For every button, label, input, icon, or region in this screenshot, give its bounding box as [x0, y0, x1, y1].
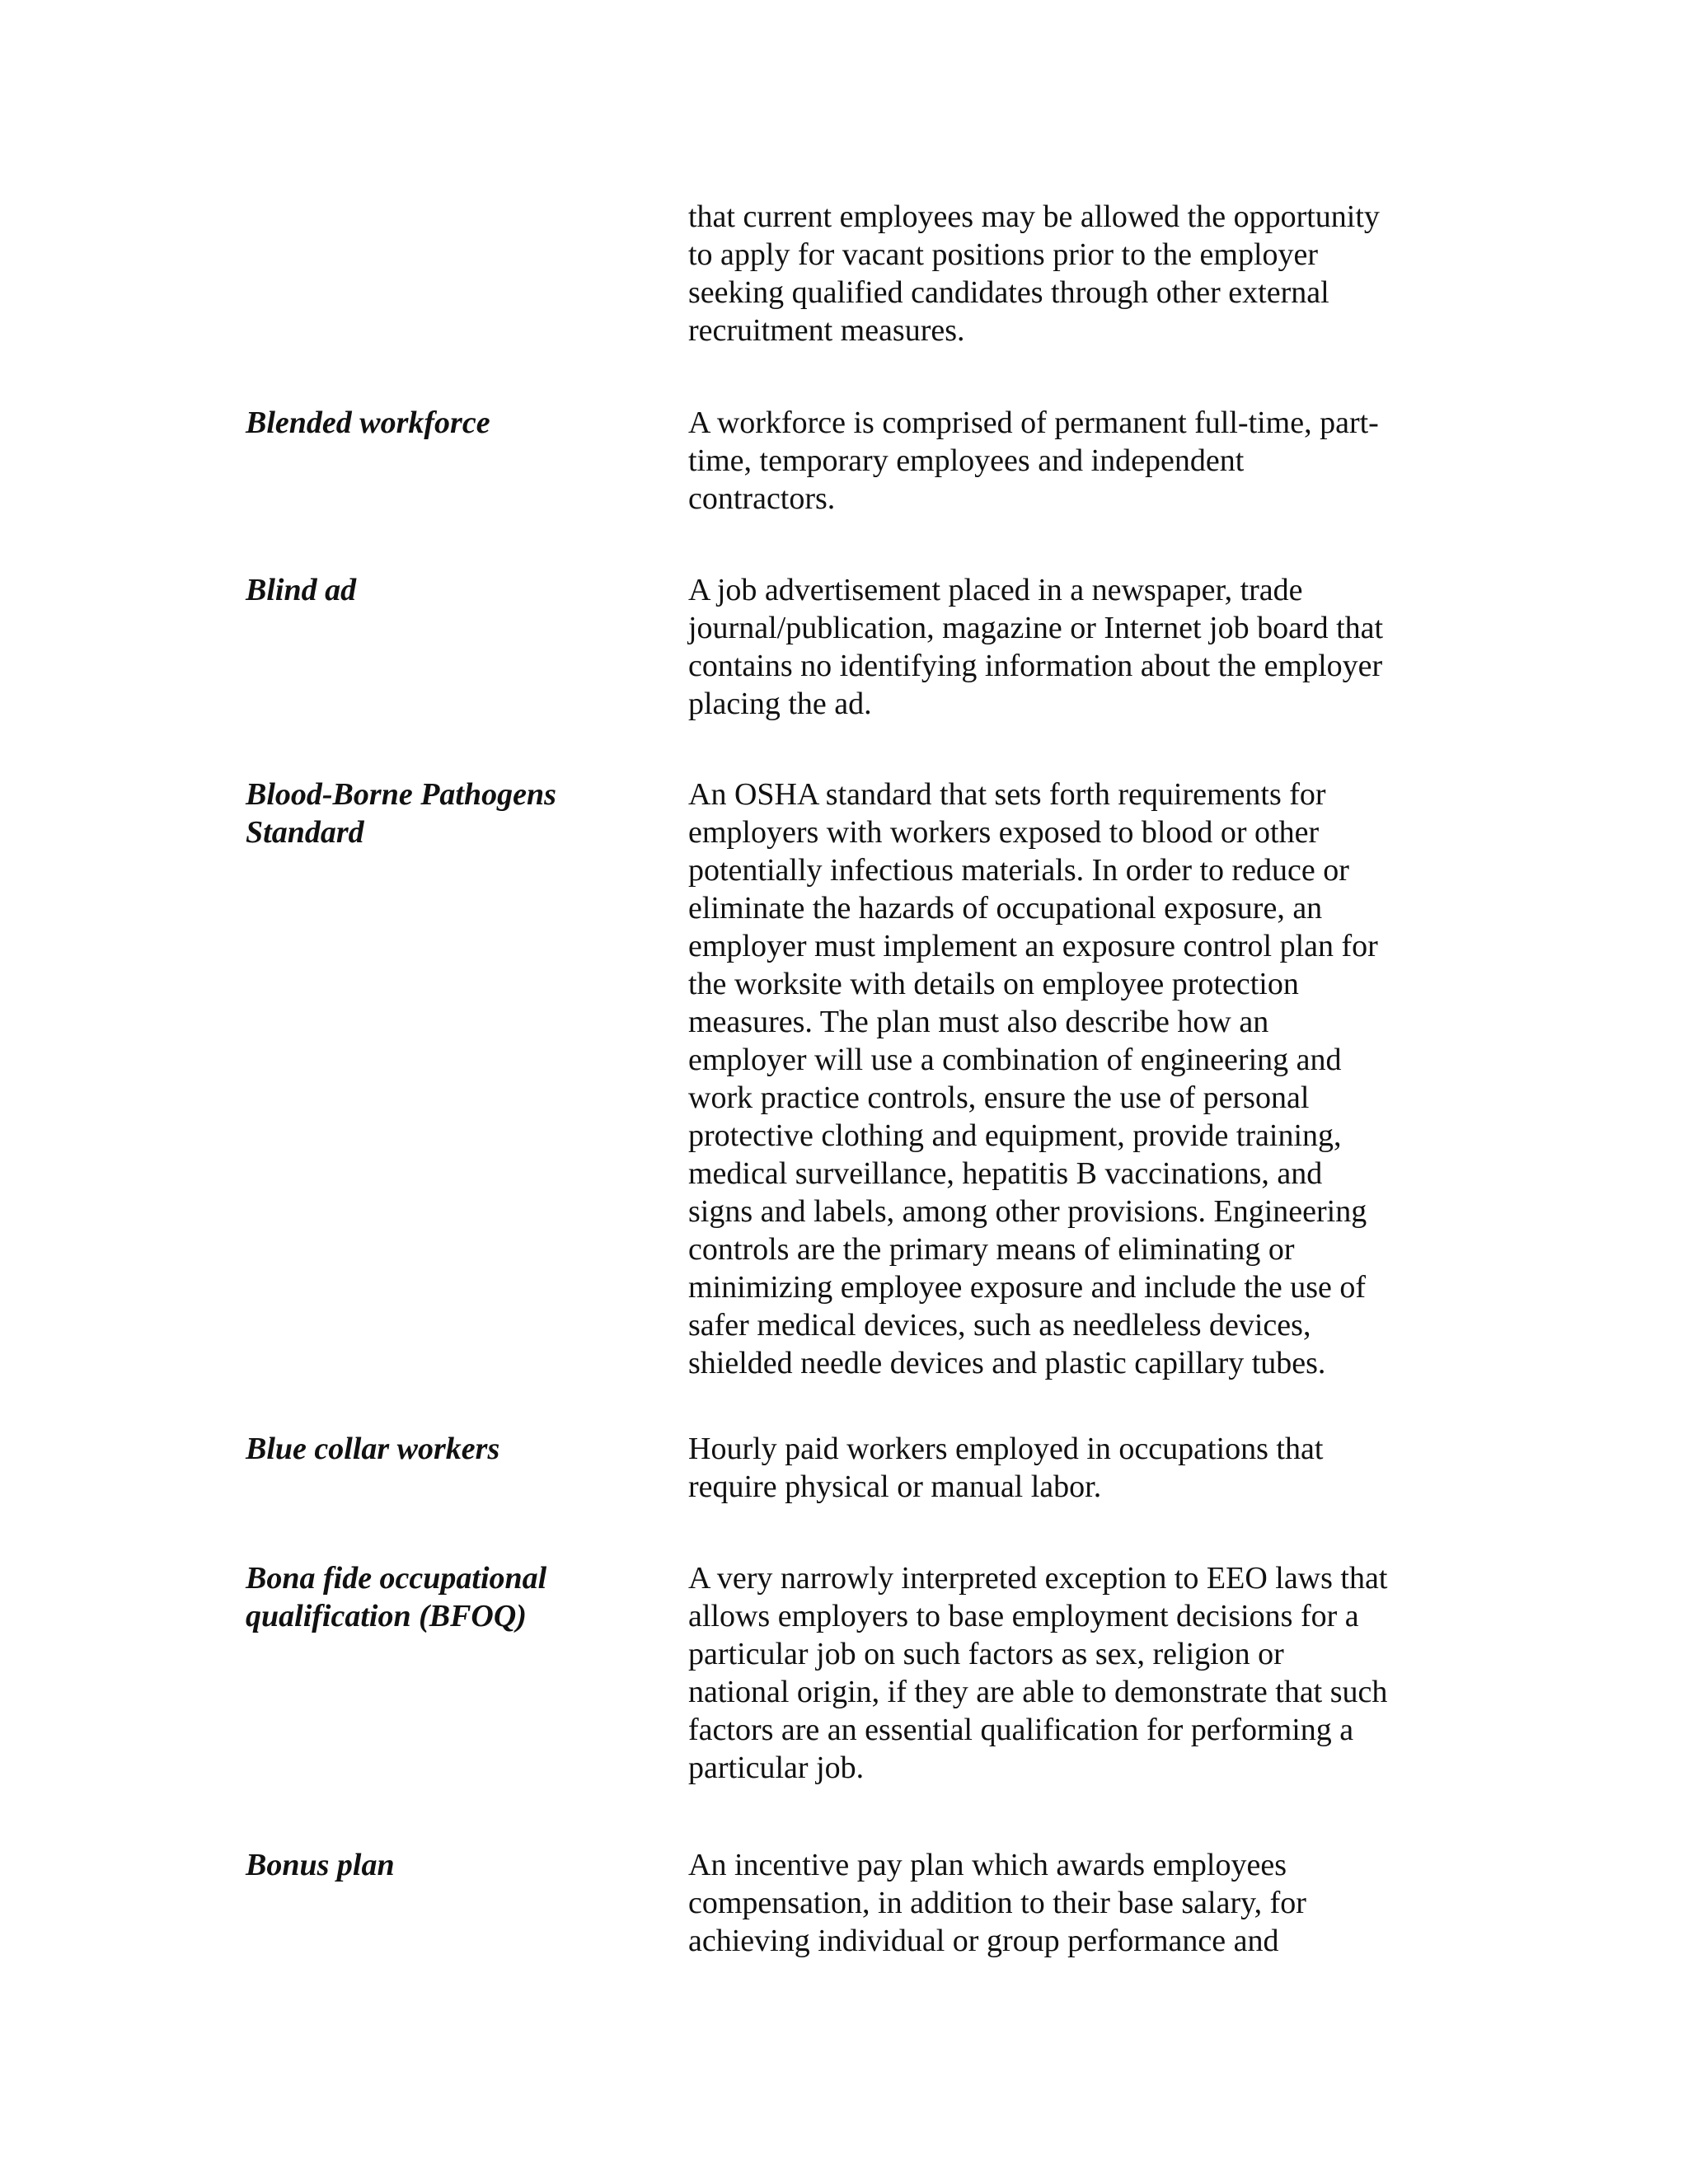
term-line: Blind ad: [246, 573, 357, 607]
text-line: A very narrowly interpreted exception to EEO laws that: [688, 1561, 1388, 1596]
text-line: the worksite with details on employee protection: [688, 967, 1299, 1001]
text-line: to apply for vacant positions prior to the employer: [688, 237, 1319, 272]
text-line: A job advertisement placed in a newspaper, trade: [688, 573, 1303, 607]
text-line: require physical or manual labor.: [688, 1469, 1102, 1504]
text-line: An OSHA standard that sets forth requirements for: [688, 777, 1326, 812]
text-line: An incentive pay plan which awards employees: [688, 1848, 1287, 1882]
text-line: that current employees may be allowed the opportunity: [688, 199, 1380, 234]
text-line: national origin, if they are able to demonstrate that such: [688, 1675, 1388, 1709]
glossary-term: [246, 404, 658, 442]
text-line: placing the ad.: [688, 687, 872, 721]
text-line: medical surveillance, hepatitis B vaccinations, and: [688, 1156, 1323, 1191]
glossary-term: [246, 1430, 658, 1468]
term-line: qualification (BFOQ): [246, 1599, 527, 1633]
text-line: contractors.: [688, 481, 836, 516]
text-line: particular job on such factors as sex, religion or: [688, 1637, 1284, 1671]
text-line: measures. The plan must also describe how an: [688, 1005, 1269, 1039]
glossary-term: [246, 1559, 658, 1635]
text-line: particular job.: [688, 1750, 865, 1785]
term-line: Blood-Borne Pathogens: [246, 777, 556, 812]
glossary-definition: [688, 404, 1430, 518]
text-line: potentially infectious materials. In order to reduce or: [688, 853, 1349, 888]
glossary-term: [246, 571, 658, 609]
term-line: Blue collar workers: [246, 1432, 500, 1466]
text-line: achieving individual or group performance and: [688, 1924, 1279, 1958]
text-line: contains no identifying information about the employer: [688, 649, 1383, 683]
text-line: protective clothing and equipment, provide training,: [688, 1118, 1342, 1153]
glossary-definition: [688, 1430, 1430, 1506]
text-line: minimizing employee exposure and include the use of: [688, 1270, 1367, 1305]
text-line: time, temporary employees and independent: [688, 443, 1245, 478]
text-line: employer will use a combination of engineering and: [688, 1043, 1342, 1077]
term-line: Bona fide occupational: [246, 1561, 547, 1596]
text-line: controls are the primary means of eliminating or: [688, 1232, 1295, 1267]
term-line: Bonus plan: [246, 1848, 395, 1882]
text-line: safer medical devices, such as needleless devices,: [688, 1308, 1311, 1343]
text-line: employer must implement an exposure control plan for: [688, 929, 1378, 963]
text-line: recruitment measures.: [688, 313, 965, 348]
continuation-text: [688, 198, 1430, 349]
glossary-term: [246, 1846, 658, 1884]
text-line: eliminate the hazards of occupational exposure, an: [688, 891, 1323, 926]
glossary-definition: [688, 1846, 1430, 1960]
text-line: Hourly paid workers employed in occupations that: [688, 1432, 1324, 1466]
glossary-definition: [688, 1559, 1430, 1787]
text-line: compensation, in addition to their base salary, for: [688, 1886, 1306, 1920]
text-line: employers with workers exposed to blood or other: [688, 815, 1320, 850]
glossary-definition: [688, 776, 1430, 1382]
text-line: shielded needle devices and plastic capillary tubes.: [688, 1346, 1326, 1380]
term-line: Standard: [246, 815, 364, 850]
text-line: journal/publication, magazine or Internet job board that: [688, 611, 1384, 645]
text-line: factors are an essential qualification for performing a: [688, 1713, 1354, 1747]
text-line: work practice controls, ensure the use of personal: [688, 1080, 1310, 1115]
term-line: Blended workforce: [246, 405, 490, 440]
glossary-definition: [688, 571, 1430, 723]
text-line: seeking qualified candidates through other external: [688, 275, 1329, 310]
glossary-term: [246, 776, 658, 851]
text-line: A workforce is comprised of permanent full-time, part-: [688, 405, 1379, 440]
text-line: signs and labels, among other provisions. Engineering: [688, 1194, 1367, 1229]
text-line: allows employers to base employment decisions for a: [688, 1599, 1359, 1633]
